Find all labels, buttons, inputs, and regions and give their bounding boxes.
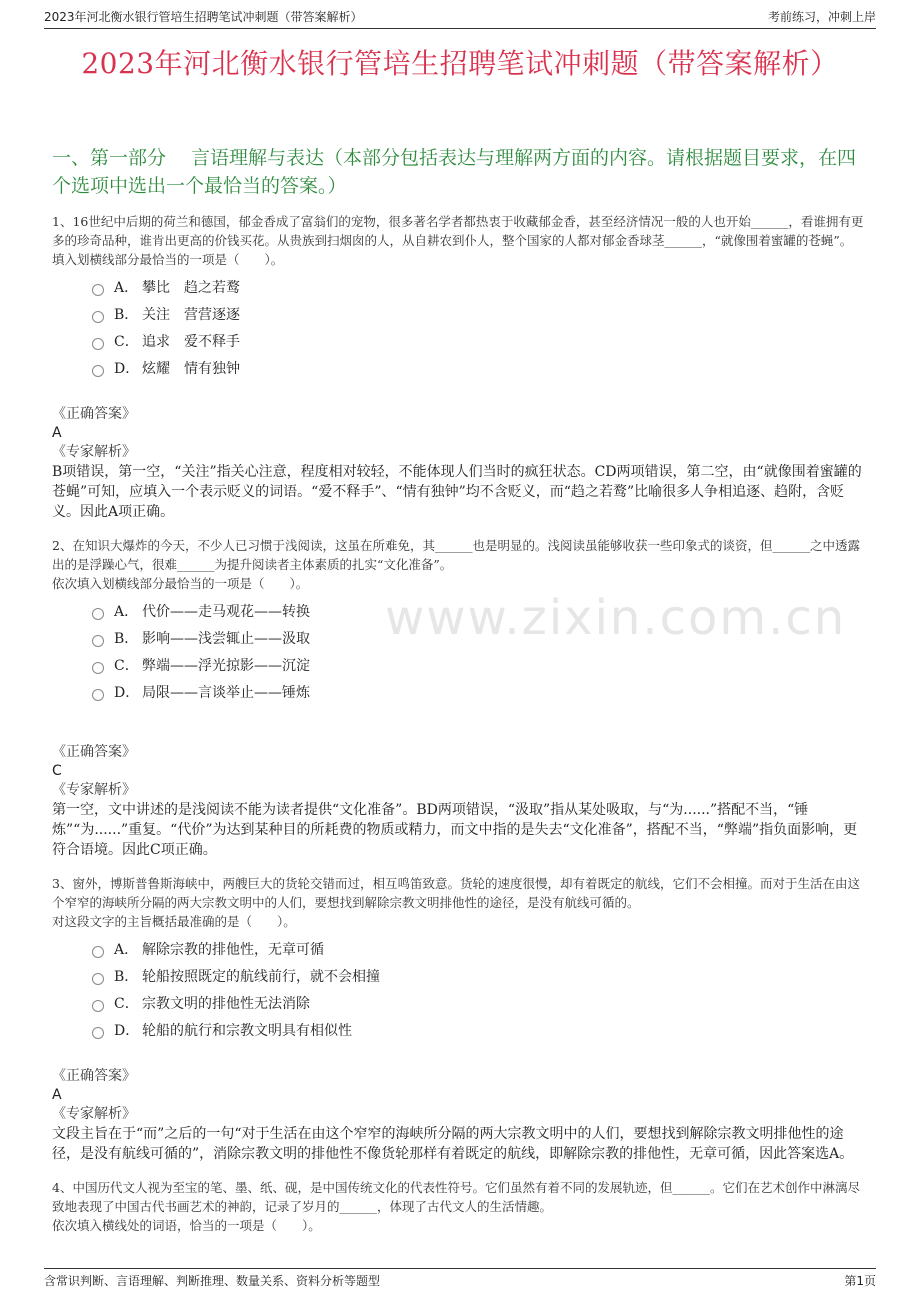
question-4-prompt: 依次填入横线处的词语，恰当的一项是（ ）。 <box>52 1218 321 1233</box>
analysis-label: 《专家解析》 <box>52 444 136 460</box>
radio-icon[interactable] <box>92 662 104 674</box>
page-number: 第1页 <box>844 1274 876 1288</box>
option-letter: C． <box>114 657 139 674</box>
radio-icon[interactable] <box>92 946 104 958</box>
question-1 <box>52 212 865 522</box>
option-text: 轮船按照既定的航线前行，就不会相撞 <box>142 968 380 985</box>
question-4 <box>52 1178 865 1235</box>
option-text: 局限——言谈举止——锤炼 <box>142 684 310 701</box>
option-text: 弊端——浮光掠影——沉淀 <box>142 657 310 674</box>
option-a[interactable] <box>92 935 865 962</box>
radio-icon[interactable] <box>92 1000 104 1012</box>
option-text: 追求 爱不释手 <box>142 333 240 350</box>
option-letter: A． <box>114 603 139 620</box>
option-text: 攀比 趋之若鹜 <box>142 279 240 296</box>
header-slogan: 考前练习，冲刺上岸 <box>767 10 876 24</box>
question-1-text: 1、16世纪中后期的荷兰和德国，郁金香成了富翁们的宠物，很多著名学者都热衷于收藏郁金香，甚至经济情况一般的人也开始______，看谁拥有更多的珍奇品种，谁肯出更高的价钱买花。从贵族到扫烟囱的人，从自耕农到仆人，整个国家的人都对郁金香球茎______，“就像围着蜜罐的苍蝇”。 <box>52 214 864 248</box>
question-2 <box>52 536 865 860</box>
document-title: 2023年河北衡水银行管培生招聘笔试冲刺题（带答案解析） <box>81 47 839 80</box>
option-d[interactable] <box>92 354 865 381</box>
radio-icon[interactable] <box>92 973 104 985</box>
analysis-text: 第一空，文中讲述的是浅阅读不能为读者提供“文化准备”。BD两项错误，“汲取”指从某处吸取，与“为......”搭配不当，“锤炼”“为......”重复。“代价”为达到某种目的所耗费的物质或精力，而文中指的是失去“文化准备”，搭配不当，“弊端”指负面影响，更符合语境。因此C项正确。 <box>52 802 858 858</box>
radio-icon[interactable] <box>92 284 104 296</box>
question-1-options <box>92 273 865 381</box>
answer-value: A <box>52 1087 62 1103</box>
watermark: www.zixin.com.cn <box>385 590 847 646</box>
analysis-text: B项错误，第一空，“关注”指关心注意，程度相对较轻，不能体现人们当时的疯狂状态。CD两项错误，第二空，由“就像围着蜜罐的苍蝇”可知，应填入一个表示贬义的词语。“爱不释手”、“情有独钟”均不含贬义，而“趋之若鹜”比喻很多人争相追逐、趋附，含贬义。因此A项正确。 <box>52 464 862 520</box>
analysis-label: 《专家解析》 <box>52 1106 136 1122</box>
radio-icon[interactable] <box>92 311 104 323</box>
option-d[interactable] <box>92 678 865 705</box>
question-4-text: 4、中国历代文人视为至宝的笔、墨、纸、砚，是中国传统文化的代表性符号。它们虽然有着不同的发展轨迹，但______。它们在艺术创作中淋漓尽致地表现了中国古代书画艺术的神韵，记录了岁月的______，体现了古代文人的生活情趣。 <box>52 1180 860 1214</box>
option-text: 影响——浅尝辄止——汲取 <box>142 630 310 647</box>
radio-icon[interactable] <box>92 635 104 647</box>
option-text: 轮船的航行和宗教文明具有相似性 <box>142 1022 352 1039</box>
footer-note: 含常识判断、言语理解、判断推理、数量关系、资料分析等题型 <box>44 1274 381 1288</box>
option-text: 解除宗教的排他性，无章可循 <box>142 941 324 958</box>
question-3 <box>52 874 865 1164</box>
radio-icon[interactable] <box>92 689 104 701</box>
question-2-prompt: 依次填入划横线部分最恰当的一项是（ ）。 <box>52 576 309 591</box>
answer-label: 《正确答案》 <box>52 744 136 760</box>
radio-icon[interactable] <box>92 338 104 350</box>
option-letter: D． <box>114 684 140 701</box>
answer-label: 《正确答案》 <box>52 406 136 422</box>
option-letter: A． <box>114 279 139 296</box>
answer-value: C <box>52 763 62 779</box>
option-c[interactable] <box>92 327 865 354</box>
option-b[interactable] <box>92 962 865 989</box>
option-text: 宗教文明的排他性无法消除 <box>142 995 310 1012</box>
section-heading: 一、第一部分 言语理解与表达（本部分包括表达与理解两方面的内容。请根据题目要求，在四个选项中选出一个最恰当的答案。） <box>52 147 857 197</box>
question-list <box>52 212 865 1239</box>
option-b[interactable] <box>92 624 865 651</box>
analysis-text: 文段主旨在于“而”之后的一句“对于生活在由这个窄窄的海峡所分隔的两大宗教文明中的人们，要想找到解除宗教文明排他性的途径，是没有航线可循的”，消除宗教文明的排他性不像货轮那样有着既定的航线，即解除宗教的排他性，无章可循，因此答案选A。 <box>52 1126 854 1162</box>
option-letter: D． <box>114 1022 140 1039</box>
option-letter: A． <box>114 941 139 958</box>
option-c[interactable] <box>92 989 865 1016</box>
radio-icon[interactable] <box>92 365 104 377</box>
answer-value: A <box>52 425 62 441</box>
option-text: 代价——走马观花——转换 <box>142 603 310 620</box>
option-a[interactable] <box>92 273 865 300</box>
question-1-prompt: 填入划横线部分最恰当的一项是（ ）。 <box>52 252 284 267</box>
question-2-options <box>92 597 865 705</box>
question-3-text: 3、窗外，博斯普鲁斯海峡中，两艘巨大的货轮交错而过，相互鸣笛致意。货轮的速度很慢，却有着既定的航线，它们不会相撞。而对于生活在由这个窄窄的海峡所分隔的两大宗教文明中的人们，要想找到解除宗教文明排他性的途径，是没有航线可循的。 <box>52 876 860 910</box>
page-footer <box>44 1268 876 1291</box>
option-a[interactable] <box>92 597 865 624</box>
option-letter: B． <box>114 630 139 647</box>
header-doc-title: 2023年河北衡水银行管培生招聘笔试冲刺题（带答案解析） <box>44 10 363 24</box>
question-3-options <box>92 935 865 1043</box>
option-b[interactable] <box>92 300 865 327</box>
answer-label: 《正确答案》 <box>52 1068 136 1084</box>
radio-icon[interactable] <box>92 608 104 620</box>
option-d[interactable] <box>92 1016 865 1043</box>
question-2-text: 2、在知识大爆炸的今天，不少人已习惯于浅阅读，这虽在所难免，其______也是明显的。浅阅读虽能够收获一些印象式的谈资，但______之中透露出的是浮躁心气，很难______为提升阅读者主体素质的扎实“文化准备”。 <box>52 538 860 572</box>
analysis-label: 《专家解析》 <box>52 782 136 798</box>
option-text: 关注 营营逐逐 <box>142 306 240 323</box>
option-letter: C． <box>114 995 139 1012</box>
option-c[interactable] <box>92 651 865 678</box>
option-letter: B． <box>114 968 139 985</box>
page-header <box>44 6 876 29</box>
option-text: 炫耀 情有独钟 <box>142 360 240 377</box>
option-letter: D． <box>114 360 140 377</box>
radio-icon[interactable] <box>92 1027 104 1039</box>
option-letter: B． <box>114 306 139 323</box>
question-3-prompt: 对这段文字的主旨概括最准确的是（ ）。 <box>52 914 296 929</box>
option-letter: C． <box>114 333 139 350</box>
